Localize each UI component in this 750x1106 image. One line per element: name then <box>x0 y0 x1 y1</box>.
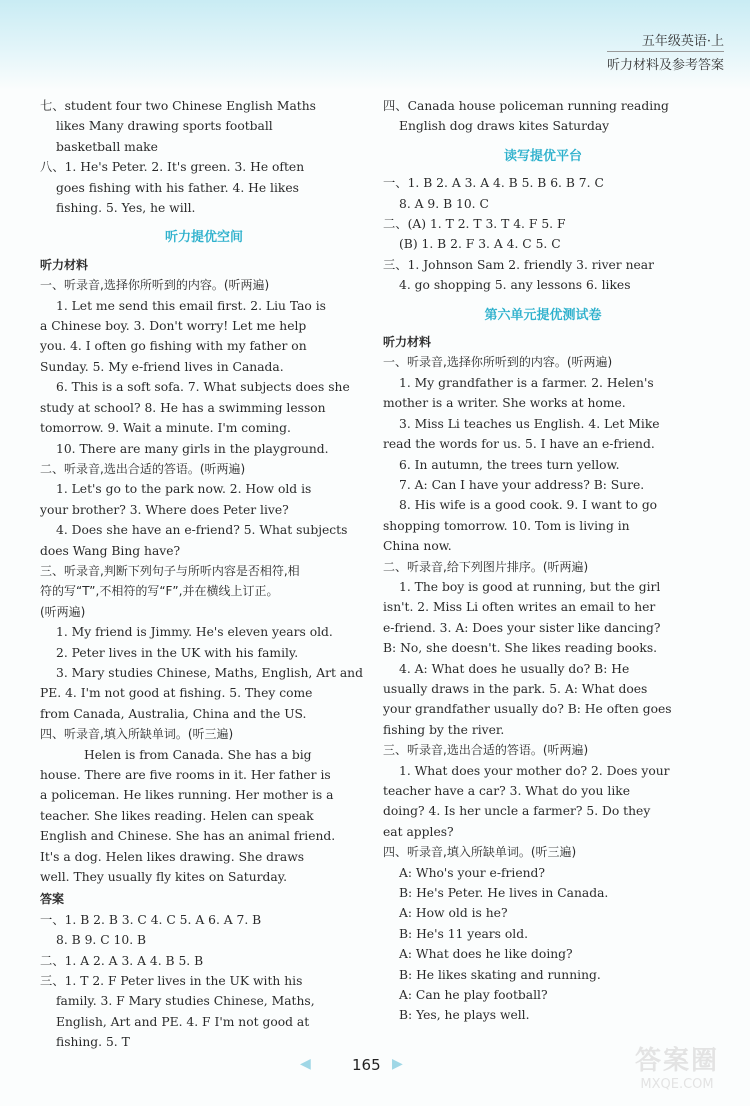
part4-line: English and Chinese. She has an animal friend. <box>40 829 336 844</box>
page-number: 165 <box>352 1056 381 1074</box>
part2-line: 1. Let's go to the park now. 2. How old is <box>56 482 312 497</box>
section-title-reading-writing: 读写提优平台 <box>503 148 582 164</box>
q4-answer-line: 四、Canada house policeman running reading <box>383 99 669 113</box>
answer-line: English, Art and PE. 4. F I'm not good at <box>56 1014 310 1029</box>
label-answers: 答案 <box>40 892 65 907</box>
r-part1-line: 3. Miss Li teaches us English. 4. Let Mike <box>399 416 660 431</box>
r-part2-line: fishing by the river. <box>383 722 505 737</box>
r-part1-line: 7. A: Can I have your address? B: Sure. <box>399 477 645 492</box>
watermark <box>612 1040 742 1098</box>
arrow-right-icon: ▶ <box>392 1056 403 1072</box>
right-column <box>383 96 703 1026</box>
rw-answer-line: 8. A 9. B 10. C <box>399 196 489 211</box>
dialog-line: B: He's Peter. He lives in Canada. <box>399 886 609 901</box>
part3-line: 1. My friend is Jimmy. He's eleven years old. <box>56 625 333 640</box>
part2-line: 4. Does she have an e-friend? 5. What subjects <box>56 523 348 538</box>
part3-line: 3. Mary studies Chinese, Maths, English, Art and <box>56 665 363 680</box>
r-part1-line: mother is a writer. She works at home. <box>383 396 626 411</box>
arrow-left-icon: ◀ <box>300 1056 311 1072</box>
dialog-line: A: Can he play football? <box>399 988 548 1003</box>
r-part3-line: doing? 4. Is her uncle a farmer? 5. Do they <box>383 804 651 819</box>
answer-line: fishing. 5. T <box>56 1035 130 1050</box>
part2-line: does Wang Bing have? <box>40 543 181 558</box>
part3-line: 2. Peter lives in the UK with his family. <box>56 645 299 660</box>
r-part1-line: 6. In autumn, the trees turn yellow. <box>399 457 620 472</box>
part1-line: study at school? 8. He has a swimming lesson <box>40 400 326 415</box>
part4-line: It's a dog. Helen likes drawing. She draws <box>40 849 305 864</box>
part1-line: 6. This is a soft sofa. 7. What subjects does she <box>56 380 350 395</box>
part1-line: tomorrow. 9. Wait a minute. I'm coming. <box>40 421 291 436</box>
r-part2-line: 4. A: What does he usually do? B: He <box>399 661 630 676</box>
r-part3-line: eat apples? <box>383 824 454 839</box>
answer-line: 一、1. B 2. B 3. C 4. C 5. A 6. A 7. B <box>40 912 262 927</box>
dialog-line: A: Who's your e-friend? <box>399 865 546 880</box>
r-part3-line: teacher have a car? 3. What do you like <box>383 784 630 798</box>
left-column <box>40 96 368 1053</box>
r-part2-title: 二、听录音,给下列图片排序。(听两遍) <box>383 559 589 574</box>
section-title-unit6-test: 第六单元提优测试卷 <box>484 307 602 323</box>
watermark-top: 答案圈 <box>634 1046 719 1076</box>
r-part1-line: 1. My grandfather is a farmer. 2. Helen's <box>399 375 654 390</box>
watermark-bottom: MXQE.COM <box>640 1077 714 1092</box>
rw-answer-line: 4. go shopping 5. any lessons 6. likes <box>399 278 631 293</box>
r-part3-title: 三、听录音,选出合适的答语。(听两遍) <box>383 743 589 758</box>
r-part2-line: your grandfather usually do? B: He often goes <box>383 702 672 717</box>
answer-line: 8. B 9. C 10. B <box>56 933 147 948</box>
part4-line: Helen is from Canada. She has a big <box>84 747 312 762</box>
dialog-line: B: He likes skating and running. <box>399 967 601 982</box>
rw-answer-line: 一、1. B 2. A 3. A 4. B 5. B 6. B 7. C <box>383 176 604 191</box>
part3-title: 符的写“T”,不相符的写“F”,并在横线上订正。 <box>40 584 279 599</box>
part2-title: 二、听录音,选出合适的答语。(听两遍) <box>40 461 246 476</box>
q4-answer-line: English dog draws kites Saturday <box>399 119 610 134</box>
part1-title: 一、听录音,选择你所听到的内容。(听两遍) <box>40 278 270 293</box>
label-materials: 听力材料 <box>40 257 89 272</box>
r-part1-title: 一、听录音,选择你所听到的内容。(听两遍) <box>383 355 613 370</box>
part3-title: (听两遍) <box>40 604 86 619</box>
dialog-line: B: He's 11 years old. <box>399 926 529 941</box>
part1-line: 10. There are many girls in the playground. <box>56 441 329 456</box>
r-part1-line: China now. <box>383 539 452 554</box>
rw-answer-line: 三、1. Johnson Sam 2. friendly 3. river near <box>383 257 655 272</box>
r-part2-line: isn't. 2. Miss Li often writes an email to her <box>383 600 656 615</box>
r-part2-line: B: No, she doesn't. She likes reading books. <box>383 641 658 656</box>
q7-line: likes Many drawing sports football <box>56 119 273 134</box>
r-part1-line: 8. His wife is a good cook. 9. I want to go <box>399 498 658 513</box>
label-materials: 听力材料 <box>383 335 432 350</box>
q7-line: 七、student four two Chinese English Maths <box>40 99 316 113</box>
r-part4-title: 四、听录音,填入所缺单词。(听三遍) <box>383 845 577 860</box>
q8-line: goes fishing with his father. 4. He likes <box>56 180 299 195</box>
q8-line: fishing. 5. Yes, he will. <box>56 201 196 216</box>
section-title-listening: 听力提优空间 <box>164 230 243 246</box>
part4-line: teacher. She likes reading. Helen can speak <box>40 808 314 823</box>
rw-answer-line: 二、(A) 1. T 2. T 3. T 4. F 5. F <box>383 217 566 232</box>
r-part1-line: read the words for us. 5. I have an e-friend. <box>383 437 655 452</box>
q7-line: basketball make <box>56 139 158 154</box>
answer-line: 二、1. A 2. A 3. A 4. B 5. B <box>40 953 204 968</box>
part1-line: Sunday. 5. My e-friend lives in Canada. <box>40 359 284 374</box>
part1-line: a Chinese boy. 3. Don't worry! Let me help <box>40 319 307 334</box>
r-part2-line: 1. The boy is good at running, but the girl <box>399 579 661 594</box>
part4-line: well. They usually fly kites on Saturday. <box>40 870 287 885</box>
part3-title: 三、听录音,判断下列句子与所听内容是否相符,相 <box>40 563 300 578</box>
dialog-line: B: Yes, he plays well. <box>399 1008 530 1023</box>
dialog-line: A: What does he like doing? <box>399 947 573 962</box>
header-subtitle: 听力材料及参考答案 <box>606 58 724 73</box>
part1-line: 1. Let me send this email first. 2. Liu Tao is <box>56 298 326 313</box>
r-part2-line: usually draws in the park. 5. A: What does <box>383 681 648 696</box>
dialog-line: A: How old is he? <box>399 906 508 921</box>
answer-line: 三、1. T 2. F Peter lives in the UK with his <box>40 974 303 989</box>
part2-line: your brother? 3. Where does Peter live? <box>40 502 289 517</box>
r-part3-line: 1. What does your mother do? 2. Does your <box>399 763 670 778</box>
answer-line: family. 3. F Mary studies Chinese, Maths, <box>56 994 315 1009</box>
part1-line: you. 4. I often go fishing with my father on <box>40 339 307 354</box>
part4-title: 四、听录音,填入所缺单词。(听三遍) <box>40 727 234 742</box>
page-header <box>607 30 724 73</box>
q8-line: 八、1. He's Peter. 2. It's green. 3. He often <box>40 160 305 175</box>
r-part2-line: e-friend. 3. A: Does your sister like dancing? <box>383 620 661 635</box>
part4-line: house. There are five rooms in it. Her father is <box>40 768 331 782</box>
part3-line: PE. 4. I'm not good at fishing. 5. They come <box>40 686 313 701</box>
r-part1-line: shopping tomorrow. 10. Tom is living in <box>383 518 630 533</box>
part3-line: from Canada, Australia, China and the US. <box>40 706 307 721</box>
grade-label: 五年级英语·上 <box>607 30 724 52</box>
part4-line: a policeman. He likes running. Her mother is a <box>40 788 334 803</box>
rw-answer-line: (B) 1. B 2. F 3. A 4. C 5. C <box>399 237 561 252</box>
